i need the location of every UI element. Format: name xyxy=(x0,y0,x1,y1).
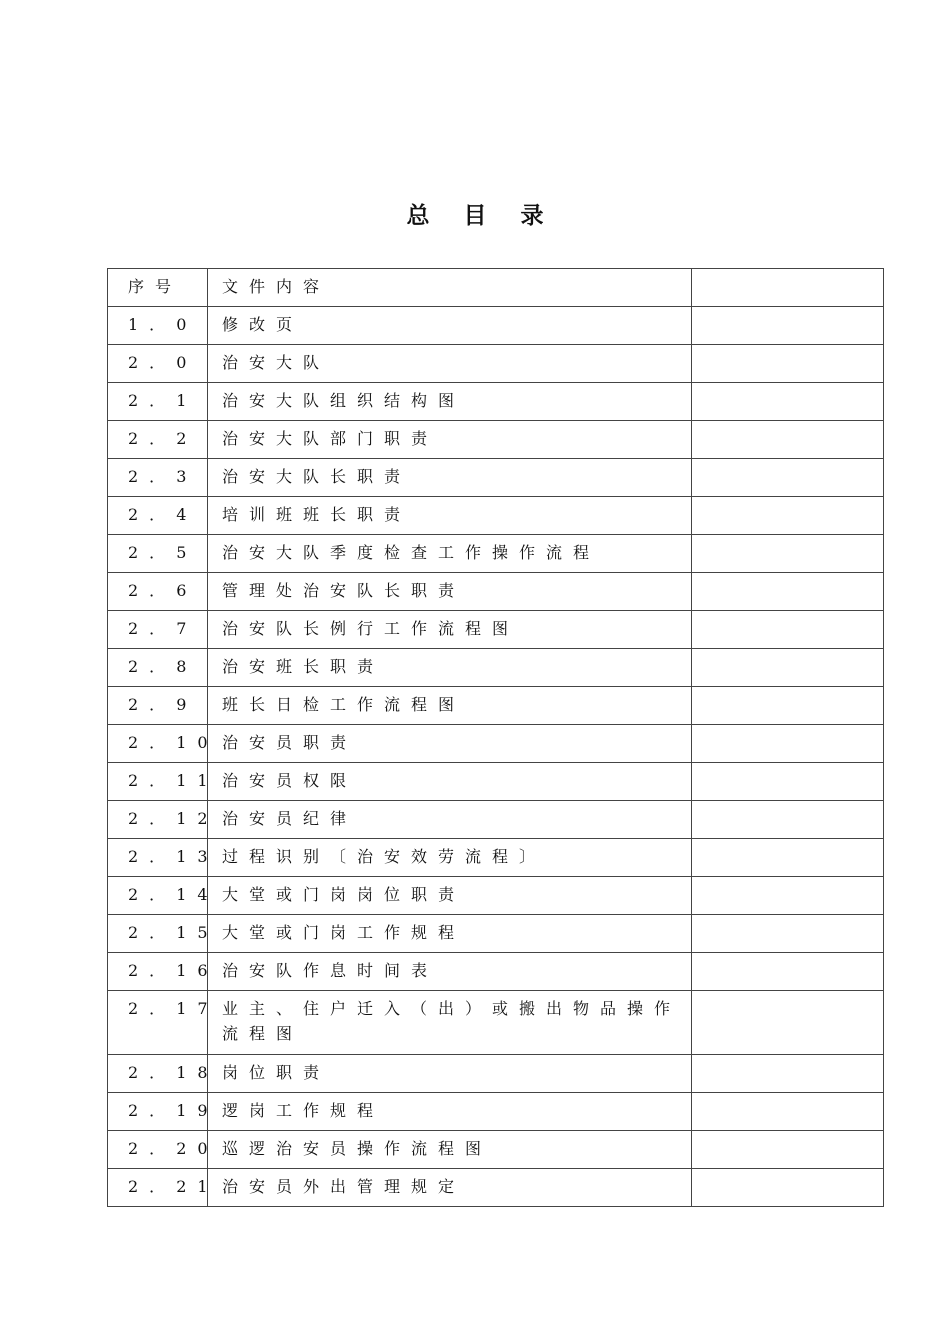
toc-row-content: 巡逻治安员操作流程图 xyxy=(208,1131,692,1169)
toc-row-number-minor: 2 xyxy=(176,429,198,448)
toc-row-number-minor: 21 xyxy=(176,1177,219,1196)
toc-row-extra xyxy=(692,687,884,725)
header-no: 序号 xyxy=(108,269,208,307)
toc-row-number-minor: 0 xyxy=(176,353,198,372)
toc-row-number-inner xyxy=(128,388,198,413)
toc-header-row xyxy=(108,269,884,307)
toc-row-number-major: 2． xyxy=(128,467,177,486)
toc-row-extra xyxy=(692,953,884,991)
toc-row-number xyxy=(108,687,208,725)
toc-row-number xyxy=(108,307,208,345)
toc-row-number-major: 2． xyxy=(128,353,177,372)
toc-row xyxy=(108,1055,884,1093)
toc-row-number-inner xyxy=(128,692,198,717)
toc-row-extra xyxy=(692,611,884,649)
toc-row-number-inner xyxy=(128,1136,219,1161)
toc-row-extra xyxy=(692,763,884,801)
toc-row-number-major: 2． xyxy=(128,505,177,524)
toc-row xyxy=(108,763,884,801)
toc-row xyxy=(108,839,884,877)
toc-row-extra xyxy=(692,649,884,687)
toc-row-number-inner xyxy=(128,996,219,1021)
toc-row xyxy=(108,459,884,497)
toc-row-number-minor: 19 xyxy=(176,1101,219,1120)
toc-row-extra xyxy=(692,383,884,421)
toc-row xyxy=(108,1169,884,1207)
toc-row-content: 治安队作息时间表 xyxy=(208,953,692,991)
toc-row-number-minor: 0 xyxy=(176,315,198,334)
toc-row-number-inner xyxy=(128,616,198,641)
toc-row-number-minor: 14 xyxy=(176,885,219,904)
toc-row-number-inner xyxy=(128,578,198,603)
toc-row xyxy=(108,421,884,459)
toc-row-number-minor: 9 xyxy=(176,695,198,714)
toc-row-number-minor: 6 xyxy=(176,581,198,600)
toc-row xyxy=(108,1093,884,1131)
toc-row-content: 治安大队长职责 xyxy=(208,459,692,497)
toc-row xyxy=(108,687,884,725)
toc-row-extra xyxy=(692,573,884,611)
toc-row-number xyxy=(108,421,208,459)
toc-row-number xyxy=(108,573,208,611)
toc-row-content: 治安大队 xyxy=(208,345,692,383)
toc-row-content: 治安大队组织结构图 xyxy=(208,383,692,421)
toc-row-number-major: 2． xyxy=(128,429,177,448)
toc-row xyxy=(108,725,884,763)
toc-row-extra xyxy=(692,839,884,877)
toc-row xyxy=(108,953,884,991)
toc-row-number-inner xyxy=(128,882,219,907)
toc-row-content: 治安队长例行工作流程图 xyxy=(208,611,692,649)
toc-row-content: 业主、住户迁入（出）或搬出物品操作流程图 xyxy=(208,991,692,1055)
toc-row-extra xyxy=(692,345,884,383)
toc-row-number xyxy=(108,535,208,573)
toc-row-number-major: 2． xyxy=(128,581,177,600)
toc-row xyxy=(108,915,884,953)
toc-row-number-inner xyxy=(128,768,219,793)
toc-row-number-major: 2． xyxy=(128,1177,177,1196)
toc-row-number-major: 2． xyxy=(128,923,177,942)
toc-row-extra xyxy=(692,1055,884,1093)
toc-row-number-inner xyxy=(128,844,219,869)
toc-row-number-major: 2． xyxy=(128,809,177,828)
toc-row-number xyxy=(108,459,208,497)
toc-row-content: 治安大队季度检查工作操作流程 xyxy=(208,535,692,573)
toc-row-number-inner xyxy=(128,350,198,375)
toc-row-number-minor: 20 xyxy=(176,1139,219,1158)
toc-row-number xyxy=(108,953,219,991)
toc-row xyxy=(108,345,884,383)
toc-row-extra xyxy=(692,991,884,1055)
toc-row-number-minor: 16 xyxy=(176,961,219,980)
toc-row-number xyxy=(108,801,219,839)
toc-row-number-minor: 11 xyxy=(176,771,219,790)
toc-row xyxy=(108,497,884,535)
toc-row-number-major: 2． xyxy=(128,543,177,562)
toc-row-number-inner xyxy=(128,1060,219,1085)
toc-row-number-minor: 10 xyxy=(176,733,219,752)
toc-row-number-inner xyxy=(128,540,198,565)
toc-row xyxy=(108,307,884,345)
toc-row-extra xyxy=(692,725,884,763)
toc-row-number-major: 2． xyxy=(128,961,177,980)
toc-row-content: 治安员职责 xyxy=(208,725,692,763)
toc-row-number xyxy=(108,1131,219,1169)
toc-row-number-minor: 13 xyxy=(176,847,219,866)
toc-row-number-major: 2． xyxy=(128,885,177,904)
toc-row-content: 管理处治安队长职责 xyxy=(208,573,692,611)
toc-row xyxy=(108,877,884,915)
toc-row-number-minor: 4 xyxy=(176,505,198,524)
toc-row-extra xyxy=(692,801,884,839)
toc-row-extra xyxy=(692,1169,884,1207)
toc-row-number xyxy=(108,1093,219,1131)
toc-row-number xyxy=(108,1169,219,1207)
toc-row xyxy=(108,991,884,1055)
toc-row-number-inner xyxy=(128,958,219,983)
toc-row-extra xyxy=(692,307,884,345)
toc-row-number xyxy=(108,345,208,383)
toc-row-content: 治安员权限 xyxy=(208,763,692,801)
toc-row-number xyxy=(108,1055,219,1093)
header-content: 文件内容 xyxy=(208,269,692,307)
toc-row-extra xyxy=(692,535,884,573)
toc-row-number-inner xyxy=(128,502,198,527)
toc-row-number-inner xyxy=(128,654,198,679)
toc-row-content: 逻岗工作规程 xyxy=(208,1093,692,1131)
toc-row-number-inner xyxy=(128,426,198,451)
toc-row-number xyxy=(108,877,219,915)
toc-row-content: 大堂或门岗岗位职责 xyxy=(208,877,692,915)
toc-row-number-major: 2． xyxy=(128,391,177,410)
toc-row-number-major: 2． xyxy=(128,619,177,638)
toc-row-number-minor: 17 xyxy=(176,999,219,1018)
toc-row-number xyxy=(108,763,219,801)
toc-row-content: 治安大队部门职责 xyxy=(208,421,692,459)
toc-row-number-minor: 7 xyxy=(176,619,198,638)
toc-body xyxy=(108,269,884,1207)
toc-row-number-inner xyxy=(128,920,219,945)
toc-row-extra xyxy=(692,915,884,953)
toc-row-number-major: 2． xyxy=(128,1101,177,1120)
toc-row-content: 过程识别〔治安效劳流程〕 xyxy=(208,839,692,877)
toc-row-extra xyxy=(692,459,884,497)
toc-row-number xyxy=(108,725,219,763)
toc-row-number-minor: 12 xyxy=(176,809,219,828)
toc-row-content: 治安员外出管理规定 xyxy=(208,1169,692,1207)
toc-row xyxy=(108,383,884,421)
toc-table xyxy=(107,268,884,1207)
toc-row-number-minor: 8 xyxy=(176,657,198,676)
toc-row-content: 修改页 xyxy=(208,307,692,345)
toc-row xyxy=(108,649,884,687)
toc-row-number-inner xyxy=(128,464,198,489)
toc-row xyxy=(108,573,884,611)
toc-row-content: 治安班长职责 xyxy=(208,649,692,687)
toc-row-number-major: 2． xyxy=(128,733,177,752)
toc-row-number xyxy=(108,649,208,687)
toc-row-content: 治安员纪律 xyxy=(208,801,692,839)
toc-row-number-minor: 5 xyxy=(176,543,198,562)
toc-row xyxy=(108,611,884,649)
toc-row-number xyxy=(108,383,208,421)
toc-row-number-major: 2． xyxy=(128,999,177,1018)
toc-row-number-inner xyxy=(128,806,219,831)
toc-row-number-inner xyxy=(128,312,198,337)
toc-row-content: 岗位职责 xyxy=(208,1055,692,1093)
toc-row-number-major: 2． xyxy=(128,847,177,866)
toc-row-content: 班长日检工作流程图 xyxy=(208,687,692,725)
toc-row-number xyxy=(108,611,208,649)
toc-row-number-major: 2． xyxy=(128,1063,177,1082)
header-extra xyxy=(692,269,884,307)
toc-row-number-major: 2． xyxy=(128,771,177,790)
toc-row-extra xyxy=(692,421,884,459)
toc-row-number-minor: 3 xyxy=(176,467,198,486)
toc-row-number-major: 2． xyxy=(128,695,177,714)
toc-row-number-minor: 18 xyxy=(176,1063,219,1082)
toc-row-extra xyxy=(692,1093,884,1131)
toc-row-number-inner xyxy=(128,730,219,755)
toc-row-number xyxy=(108,497,208,535)
toc-row-number-major: 1． xyxy=(128,315,177,334)
toc-row xyxy=(108,801,884,839)
toc-row-number-minor: 1 xyxy=(176,391,198,410)
toc-row-number-inner xyxy=(128,1174,219,1199)
toc-row-extra xyxy=(692,1131,884,1169)
toc-row-number xyxy=(108,839,219,877)
toc-row-number xyxy=(108,991,219,1055)
toc-row-extra xyxy=(692,877,884,915)
toc-row-content: 培训班班长职责 xyxy=(208,497,692,535)
toc-row xyxy=(108,535,884,573)
toc-row-number xyxy=(108,915,219,953)
toc-row-number-major: 2． xyxy=(128,657,177,676)
toc-row-content: 大堂或门岗工作规程 xyxy=(208,915,692,953)
toc-row-number-inner xyxy=(128,1098,219,1123)
toc-row-number-major: 2． xyxy=(128,1139,177,1158)
toc-row xyxy=(108,1131,884,1169)
toc-row-extra xyxy=(692,497,884,535)
toc-row-number-minor: 15 xyxy=(176,923,219,942)
page-title: 总 目 录 xyxy=(406,203,557,229)
